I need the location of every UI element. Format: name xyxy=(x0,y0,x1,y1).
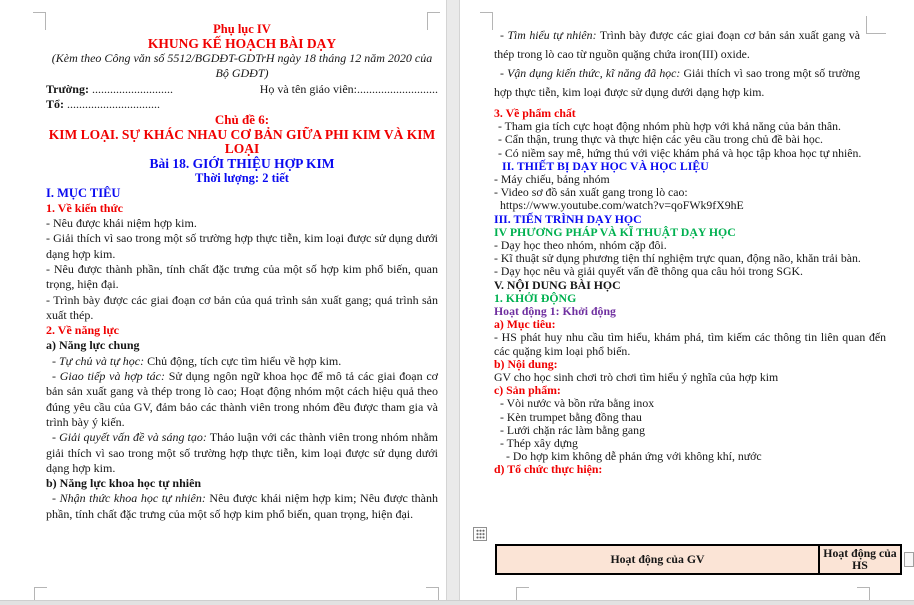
heading-science-competency: b) Năng lực khoa học tự nhiên xyxy=(46,476,202,491)
page-separator xyxy=(446,0,460,605)
heading-tochuc: d) Tổ chức thực hiện: xyxy=(494,462,603,477)
competency-lead: - Vận dụng kiến thức, kĩ năng đã học: xyxy=(500,66,681,80)
table-header-gv[interactable]: Hoạt động của GV xyxy=(496,545,819,574)
group-field xyxy=(46,97,438,112)
heading-noidung: b) Nội dung: xyxy=(494,356,558,371)
sanpham-sub-item: - Do hợp kim không dễ phản ứng với không khí, nước xyxy=(506,449,762,464)
quality-item: - Có niềm say mê, hứng thú với việc khám phá và học tập khoa học tự nhiên. xyxy=(498,145,862,160)
school-field xyxy=(46,82,173,97)
teacher-label: Họ và tên giáo viên: xyxy=(259,82,357,96)
quality-item: - Cẩn thận, trung thực và thực hiện các yêu cầu trong chủ đề bài học. xyxy=(498,132,823,147)
heading-quality: 3. Về phẩm chất xyxy=(494,106,576,120)
equipment-item: - Video sơ đồ sản xuất gang trong lò cao: xyxy=(494,185,688,200)
science-competency-item xyxy=(494,26,860,64)
heading-method: IV PHƯƠNG PHÁP VÀ KĨ THUẬT DẠY HỌC xyxy=(494,224,736,239)
general-competency-item xyxy=(46,430,438,476)
equipment-item: - Máy chiếu, bảng nhóm xyxy=(494,172,610,187)
table-header-hs[interactable]: Hoạt động của HS xyxy=(819,545,901,574)
group-label: Tổ: xyxy=(46,96,64,111)
table-header-row xyxy=(496,545,901,574)
knowledge-item: - Trình bày được các giai đoạn cơ bản của quá trình sản xuất gang; quá trình sản xuất thép. xyxy=(46,292,438,322)
table-resize-handle[interactable] xyxy=(904,552,914,567)
lesson-title: Bài 18. GIỚI THIỆU HỢP KIM xyxy=(149,155,335,171)
crop-mark xyxy=(857,587,870,600)
heading-target: a) Mục tiêu: xyxy=(494,317,556,332)
document-subtitle: (Kèm theo Công văn số 5512/BGDĐT-GDTrH ngày 18 tháng 12 năm 2020 của Bộ GDĐT) xyxy=(51,51,433,80)
target-item: - HS phát huy nhu cầu tìm hiểu, khám phá, tìm kiếm các thông tin liên quan đến các quặng kim loại phổ biến. xyxy=(494,330,886,358)
school-label: Trường: xyxy=(46,82,89,96)
method-item: - Dạy học nêu và giải quyết vấn đề thông qua câu hỏi trong SGK. xyxy=(494,264,803,279)
competency-lead: - Giao tiếp và hợp tác: xyxy=(52,369,165,384)
sanpham-item: - Lưới chặn rác làm bằng gang xyxy=(500,422,645,437)
science-competency-item xyxy=(46,491,438,522)
competency-lead: - Nhận thức khoa học tự nhiên: xyxy=(52,491,206,506)
teacher-dotted-line: ........................... xyxy=(357,82,438,96)
heading-process: III. TIẾN TRÌNH DẠY HỌC xyxy=(494,211,642,226)
method-item: - Kĩ thuật sử dụng phương tiện thí nghiệm trực quan, động não, khăn trải bàn. xyxy=(494,251,861,266)
knowledge-item: - Nêu được khái niệm hợp kim. xyxy=(46,216,197,231)
heading-sanpham: c) Sản phẩm: xyxy=(494,383,561,398)
science-competency-item xyxy=(494,64,860,102)
sanpham-item: - Kèn trumpet bằng đồng thau xyxy=(500,409,642,424)
general-competency-item xyxy=(46,369,438,430)
activity-table xyxy=(495,544,902,575)
document-title: KHUNG KẾ HOẠCH BÀI DẠY xyxy=(147,35,337,51)
heading-content: V. NỘI DUNG BÀI HỌC xyxy=(494,277,621,292)
heading-equipment: II. THIẾT BỊ DẠY HỌC VÀ HỌC LIỆU xyxy=(502,158,709,173)
appendix-label: Phụ lục IV xyxy=(213,22,271,36)
heading-objectives: I. MỤC TIÊU xyxy=(46,185,121,200)
heading-knowledge: 1. Về kiến thức xyxy=(46,200,123,215)
competency-text: Sử dụng ngôn ngữ khoa học để mô tả các giai đoạn cơ bản sản xuất gang và thép trong lò cao; Hoạt động nhóm một cách hiệu quả theo đúng yêu cầu của GV, đảm bảo các thành viên trong nhóm đều được tham gia và trình bày ý kiến. xyxy=(46,369,438,429)
lesson-duration: Thời lượng: 2 tiết xyxy=(195,171,289,185)
competency-text: Chủ động, tích cực tìm hiểu về hợp kim. xyxy=(144,353,342,368)
page-right-content xyxy=(494,26,886,477)
school-teacher-line xyxy=(46,82,438,97)
sanpham-item: - Vòi nước và bồn rửa bằng inox xyxy=(500,396,655,411)
noidung-text: GV cho học sinh chơi trò chơi tìm hiểu ý nghĩa của hợp kim xyxy=(494,370,779,385)
competency-text: Giải thích vì sao trong một số trường hợp thực tiễn, kim loại được sử dụng dưới dạng hợp kim. xyxy=(494,66,860,99)
drag-dots-icon xyxy=(476,529,485,539)
topic-title: KIM LOẠI. SỰ KHÁC NHAU CƠ BẢN GIỮA PHI KIM VÀ KIM LOẠI xyxy=(48,126,436,156)
crop-mark xyxy=(34,587,47,600)
quality-item: - Tham gia tích cực hoạt động nhóm phù hợp với khả năng của bản thân. xyxy=(498,119,841,134)
competency-lead: - Tìm hiểu tự nhiên: xyxy=(500,28,597,42)
competency-lead: - Giải quyết vấn đề và sáng tạo: xyxy=(52,430,207,445)
heading-competency: 2. Về năng lực xyxy=(46,323,119,338)
crop-mark xyxy=(480,12,493,30)
group-dotted-line: ............................... xyxy=(64,96,160,111)
knowledge-item: - Nêu được thành phần, tính chất đặc trưng của một số hợp kim phổ biến, quan trọng, hiện đại. xyxy=(46,261,438,292)
teacher-field xyxy=(260,82,438,97)
general-competency-item xyxy=(46,354,438,369)
competency-text: Thảo luận với các thành viên trong nhóm nhằm giải thích vì sao trong một số trường hợp thực tiễn, kim loại được sử dụng dưới dạng hợp kim. xyxy=(46,430,439,475)
competency-lead: - Tự chủ và tự học: xyxy=(52,353,145,368)
sanpham-item: - Thép xây dựng xyxy=(500,436,578,451)
bottom-edge-strip xyxy=(0,600,914,605)
method-item: - Dạy học theo nhóm, nhóm cặp đôi. xyxy=(494,238,667,253)
heading-activity-1: Hoạt động 1: Khởi động xyxy=(494,304,616,319)
heading-warmup: 1. KHỞI ĐỘNG xyxy=(494,290,577,305)
school-dotted-line: ........................... xyxy=(88,82,173,96)
topic-label: Chủ đề 6: xyxy=(214,112,270,127)
heading-general-competency: a) Năng lực chung xyxy=(46,338,140,353)
video-url: https://www.youtube.com/watch?v=qoFWk9fX9hE xyxy=(500,198,744,213)
page-left-content xyxy=(46,22,438,522)
crop-mark xyxy=(426,587,439,600)
knowledge-item: - Giải thích vì sao trong một số trường hợp thực tiễn, kim loại được sử dụng dưới dạng hợp kim. xyxy=(46,231,438,261)
crop-mark xyxy=(33,12,46,30)
table-move-handle-icon[interactable] xyxy=(473,527,487,541)
crop-mark xyxy=(516,587,529,600)
competency-text: Nêu được khái niệm hợp kim; Nêu được thành phần, tính chất đặc trưng của một số hợp kim phổ biến, quan trọng, hiện đại. xyxy=(46,491,438,521)
competency-text: Trình bày được các giai đoạn cơ bản sản xuất gang và thép trong lò cao từ nguồn quặng chứa iron(III) oxide. xyxy=(494,28,860,61)
